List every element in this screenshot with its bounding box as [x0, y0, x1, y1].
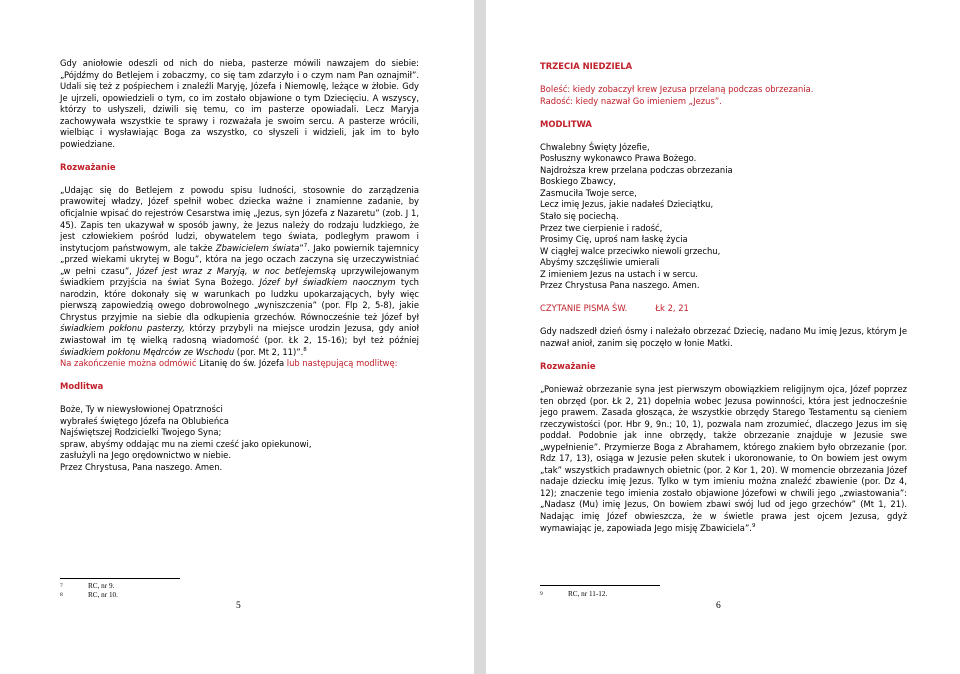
rozwazanie-heading: Rozważanie — [540, 360, 596, 371]
prayer-line: Stało się pociechą. — [540, 210, 619, 221]
prayer-line: Boskiego Zbawcy, — [540, 176, 616, 187]
modlitwa-heading: MODLITWA — [540, 118, 592, 129]
right-column — [540, 61, 907, 534]
prayer-line: zasłużyli na Jego orędownictwo w niebie. — [60, 450, 232, 461]
prayer-line: Najdroższa krew przelana podczas obrzezania — [540, 164, 733, 175]
modlitwa-heading: Modlitwa — [60, 381, 104, 392]
page-number: 5 — [236, 601, 241, 611]
footnote-7: 7 RC, nr 9. — [60, 582, 115, 590]
footnote-separator — [540, 585, 660, 586]
prayer-line: Przez Chrystusa Pana naszego. Amen. — [540, 280, 700, 291]
prayer-line: Najświętszej Rodzicielki Twojego Syna; — [60, 427, 222, 438]
meditation-paragraph: „Udając się do Betlejem z powodu spisu ludności, stosownie do zarządzenia prawowitej władzy, Józef spełnił wobec dziecka ważne i znamienne zadanie, by oficjalnie wpisać do rejestrów Cesarstwa imię „Jezus, syn Józefa z Nazaretu” (zob. J 1, 45). Zapis ten ukazywał w sposób jawny, że Jezus należy do rodzaju ludzkiego, że jest człowiekiem pośród ludzi, obywatelem tego świata, podległym prawom i instytucjom państwowym, ale także Zbawicielem świata”$^7$. Jako powiernik tajemnicy „przed wiekami ukrytej w Bogu”, która na jego oczach zaczyna się urzeczywistniać „w pełni czasu”, Józef jest wraz z Maryją, w noc betlejemską uprzywilejowanym świadkiem przyjścia na świat Syna Bożego. Józef był świadkiem naocznym tych narodzin, które dokonały się w warunkach po ludzku upokarzających, były więc pierwszą zapowiedzią owego dobrowolnego „wyniszczenia” (por. Flp 2, 5-8), jakie Chrystus przyjmie na siebie dla odkupienia grzechów. Równocześnie też Józef był świadkiem pokłonu pasterzy, którzy przybyli na miejsce urodzin Jezusa, gdy anioł zwiastował im tę wielką radosną wiadomość (por. Łk 2, 15-16); był też później świadkiem pokłonu Mędrców ze Wschodu (por. Mt 2, 11)”.$^8$ — [60, 184, 420, 357]
footnote-ref-8[interactable]: 8 — [303, 346, 307, 353]
prayer-line: Chwalebny Święty Józefie, — [540, 141, 650, 152]
reading-reference: Łk 2, 21 — [655, 303, 689, 314]
prayer — [540, 142, 907, 292]
page-5 — [0, 0, 474, 674]
prayer-line: Zasmuciła Twoje serce, — [540, 187, 637, 198]
prayer-line: Przez twe cierpienie i radość, — [540, 222, 663, 233]
prayer-line: spraw, abyśmy oddając mu na ziemi cześć jako opiekunowi, — [60, 438, 312, 449]
meditation-paragraph: „Ponieważ obrzezanie syna jest pierwszym obowiązkiem religijnym ojca, Józef poprzez ten obrzęd (por. Łk 2, 21) dopełnia wobec Jezusa powinności, która jest jednocześnie jego prawem. Zasada głosząca, że wszystkie obrzędy Starego Testamentu są cieniem rzeczywistości (por. Hbr 9, 9n.; 10, 1), pozwala nam zrozumieć, dlaczego Jezus im się poddał. Podobnie jak inne obrzędy, także obrzezanie znajduje w Jezusie swe „wypełnienie”. Przymierze Boga z Abrahamem, którego znakiem było obrzezanie (por. Rdz 17, 13), osiąga w Jezusie pełen skutek i ukoronowanie, to On bowiem jest owym „tak” wszystkich pradawnych obietnic (por. 2 Kor 1, 20). W momencie obrzezania Józef nadaje dziecku imię Jezus. Tylko w tym imieniu można znaleźć zbawienie (por. Dz 4, 12); znaczenie tego imienia zostało objawione Józefowi w chwili jego „zwiastowania”: „Nadasz (Mu) imię Jezus, On bowiem zbawi swój lud od jego grzechów” (Mt 1, 21). Nadając imię Józef obwieszcza, że w świetle prawa jest ojcem Jezusa, gdyż wymawiając je, zapowiada Jego misję Zbawiciela”.$^9$ — [540, 383, 907, 533]
footnote-separator — [60, 578, 180, 579]
prayer-line: Posłuszny wykonawco Prawa Bożego. — [540, 153, 697, 164]
reading-text: Gdy nadszedł dzień ósmy i należało obrzezać Dziecię, nadano Mu imię Jezus, którym Je nazwał anioł, zanim się poczęło w łonie Matki. — [540, 326, 907, 348]
prayer-line: Przez Chrystusa, Pana naszego. Amen. — [60, 461, 223, 472]
prayer-line: Z imieniem Jezus na ustach i w sercu. — [540, 268, 698, 279]
rozwazanie-heading: Rozważanie — [60, 161, 116, 172]
page-number: 6 — [716, 601, 721, 611]
prayer-line: Boże, Ty w niewysłowionej Opatrzności — [60, 404, 223, 415]
footnote-ref-9[interactable]: 9 — [751, 522, 756, 529]
prayer — [60, 404, 419, 473]
radosc-line: Radość: kiedy nazwał Go imieniem „Jezus”. — [540, 95, 722, 106]
reading-heading: CZYTANIE PISMA ŚW. Łk 2, 21 — [540, 303, 689, 314]
prayer-line: Lecz imię Jezus, jakie nadałeś Dzieciątku, — [540, 199, 714, 210]
prayer-line: Prosimy Cię, uproś nam łaskę życia — [540, 234, 688, 245]
left-column — [60, 58, 419, 474]
gospel-text: Gdy aniołowie odeszli od nich do nieba, pasterze mówili nawzajem do siebie: „Pójdźmy do Betlejem i zobaczmy, co się tam zdarzyło i o czym nam Pan oznajmił”. Udali się też z pośpiechem i znaleźli Maryję, Józefa i Niemowlę, leżące w żłobie. Gdy Je ujrzeli, opowiedzieli o tym, co im zostało objawione o tym Dziecięciu. A wszyscy, którzy to usłyszeli, dziwili się temu, co im pasterze opowiadali. Lecz Maryja zachowywała wszystkie te sprawy i rozważała je swoim sercu. A pasterze wrócili, wielbiąc i wysławiając Boga za wszystko, co słyszeli i widzieli, jak im to było powiedziane. — [60, 58, 419, 149]
prayer-line: wybrałeś świętego Józefa na Oblubieńca — [60, 415, 229, 426]
prayer-line: W ciągłej walce przeciwko niewoli grzechu, — [540, 245, 721, 256]
litany-instruction: Na zakończenie można odmówić Litanię do św. Józefa lub następującą modlitwę: — [60, 358, 398, 369]
footnote-ref-7[interactable]: 7 — [303, 242, 308, 249]
prayer-line: Abyśmy szczęśliwie umierali — [540, 257, 660, 268]
page-6 — [486, 0, 960, 674]
footnote-8: 8 RC, nr 10. — [60, 591, 118, 599]
sunday-heading: TRZECIA NIEDZIELA — [540, 61, 633, 71]
footnote-9: 9 RC, nr 11-12. — [540, 590, 608, 598]
bolesc-line: Boleść: kiedy zobaczył krew Jezusa przelaną podczas obrzezania. — [540, 84, 814, 95]
